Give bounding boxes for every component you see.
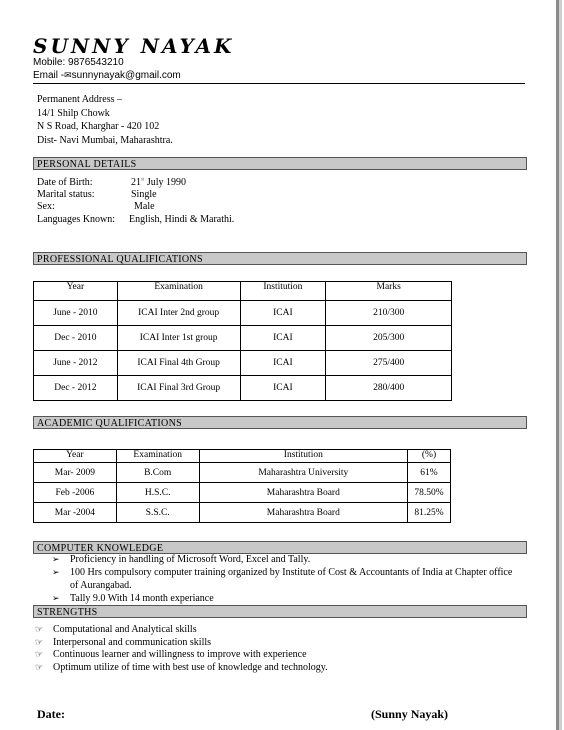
- date-label: Date:: [37, 707, 65, 721]
- table-cell: Dec - 2012: [34, 376, 118, 401]
- bullet-icon: ☞: [35, 638, 44, 648]
- header-divider: [33, 83, 525, 84]
- personal-value-text: Single: [131, 189, 157, 200]
- list-item: [52, 567, 522, 592]
- table-cell: ICAI Inter 1st group: [117, 326, 240, 351]
- table-cell: Mar- 2009: [34, 463, 117, 483]
- table-row: [34, 503, 451, 523]
- list-item: [52, 554, 522, 567]
- address-line-1: 14/1 Shilp Chowk: [37, 107, 110, 119]
- bullet-icon: ☞: [35, 663, 44, 673]
- table-cell: 81.25%: [408, 503, 451, 523]
- address-line-2: N S Road, Kharghar - 420 102: [37, 121, 160, 132]
- bullet-icon: ☞: [35, 650, 44, 660]
- column-header: (%): [408, 450, 451, 463]
- table-row: [34, 483, 451, 503]
- table-cell: Feb -2006: [34, 483, 117, 503]
- personal-value-text: 21: [131, 177, 141, 188]
- table-cell: June - 2010: [34, 301, 118, 326]
- table-row: [34, 351, 452, 376]
- list-item-text: 100 Hrs compulsory computer training organized by Institute of Cost & Accountants of India at Chapter office of Aurangabad.: [70, 567, 513, 591]
- column-header: Institution: [199, 450, 407, 463]
- list-item: [35, 637, 523, 650]
- section-heading-academic: ACADEMIC QUALIFICATIONS: [33, 416, 527, 429]
- table-cell: 61%: [408, 463, 451, 483]
- table-header-row: [34, 282, 452, 301]
- column-header: Year: [34, 282, 118, 301]
- table-cell: ICAI: [240, 376, 326, 401]
- list-item-text: Continuous learner and willingness to improve with experience: [53, 649, 307, 660]
- table-cell: Mar -2004: [34, 503, 117, 523]
- table-row: [34, 376, 452, 401]
- email-address: sunnynayak@gmail.com: [71, 70, 181, 81]
- professional-table: [33, 281, 452, 401]
- academic-table: [33, 449, 451, 523]
- personal-value: [134, 201, 155, 212]
- envelope-icon: ✉: [64, 71, 72, 81]
- mobile-line: Mobile: 9876543210: [33, 57, 124, 68]
- bullet-icon: ➢: [52, 568, 60, 578]
- personal-value-text: English, Hindi & Marathi.: [129, 214, 235, 225]
- column-header: Institution: [240, 282, 326, 301]
- table-cell: Maharashtra Board: [199, 483, 407, 503]
- email-line: [33, 70, 181, 81]
- table-header-row: [34, 450, 451, 463]
- table-cell: 78.50%: [408, 483, 451, 503]
- table-cell: June - 2012: [34, 351, 118, 376]
- table-row: [34, 301, 452, 326]
- personal-label: Languages Known:: [37, 214, 116, 225]
- candidate-name: SUNNY NAYAK: [33, 34, 235, 58]
- bullet-icon: ➢: [52, 594, 60, 604]
- table-cell: 280/400: [326, 376, 452, 401]
- list-item-text: Tally 9.0 With 14 month experiance: [70, 593, 214, 604]
- table-cell: Maharashtra Board: [199, 503, 407, 523]
- personal-label: Marital status:: [37, 189, 95, 200]
- table-cell: Maharashtra University: [199, 463, 407, 483]
- personal-value: [129, 214, 234, 225]
- table-cell: 205/300: [326, 326, 452, 351]
- section-heading-strengths: STRENGTHS: [33, 605, 527, 618]
- personal-row: [37, 189, 157, 200]
- signature: (Sunny Nayak): [371, 707, 449, 721]
- personal-value: [131, 189, 157, 200]
- personal-row: [37, 214, 235, 225]
- table-row: [34, 326, 452, 351]
- table-cell: Dec - 2010: [34, 326, 118, 351]
- list-item: [35, 662, 523, 675]
- list-item-text: Interpersonal and communication skills: [53, 637, 212, 648]
- personal-row: [37, 201, 155, 212]
- personal-label: Date of Birth:: [37, 177, 93, 188]
- section-heading-personal: PERSONAL DETAILS: [33, 157, 527, 170]
- bullet-icon: ➢: [52, 555, 60, 565]
- table-cell: ICAI: [240, 301, 326, 326]
- email-label: Email -: [33, 70, 65, 81]
- personal-value-suffix: st: [141, 177, 145, 183]
- personal-row: [37, 177, 187, 188]
- list-item: [35, 649, 523, 662]
- table-cell: 210/300: [326, 301, 452, 326]
- column-header: Examination: [117, 282, 240, 301]
- section-heading-computer: COMPUTER KNOWLEDGE: [33, 541, 527, 554]
- address-line-3: Dist- Navi Mumbai, Maharashtra.: [37, 134, 173, 146]
- list-item: [35, 624, 523, 637]
- table-cell: B.Com: [116, 463, 199, 483]
- address-title: Permanent Address –: [37, 94, 122, 105]
- table-cell: 275/400: [326, 351, 452, 376]
- list-item-text: Optimum utilize of time with best use of knowledge and technology.: [53, 662, 328, 673]
- column-header: Marks: [326, 282, 452, 301]
- personal-value-text: Male: [134, 201, 155, 212]
- column-header: Year: [34, 450, 117, 463]
- list-item-text: Proficiency in handling of Microsoft Word, Excel and Tally.: [70, 554, 311, 565]
- address-block: [37, 93, 173, 147]
- table-cell: ICAI Final 4th Group: [117, 351, 240, 376]
- table-row: [34, 463, 451, 483]
- personal-value-rest: July 1990: [144, 177, 187, 188]
- table-cell: H.S.C.: [116, 483, 199, 503]
- table-cell: ICAI Inter 2nd group: [117, 301, 240, 326]
- column-header: Examination: [116, 450, 199, 463]
- list-item-text: Computational and Analytical skills: [53, 624, 197, 635]
- personal-value: [131, 177, 186, 188]
- personal-label: Sex:: [37, 201, 55, 212]
- section-heading-professional: PROFESSIONAL QUALIFICATIONS: [33, 252, 527, 265]
- table-cell: ICAI: [240, 351, 326, 376]
- bullet-icon: ☞: [35, 625, 44, 635]
- table-cell: ICAI Final 3rd Group: [117, 376, 240, 401]
- table-cell: S.S.C.: [116, 503, 199, 523]
- table-cell: ICAI: [240, 326, 326, 351]
- list-item: [52, 593, 522, 606]
